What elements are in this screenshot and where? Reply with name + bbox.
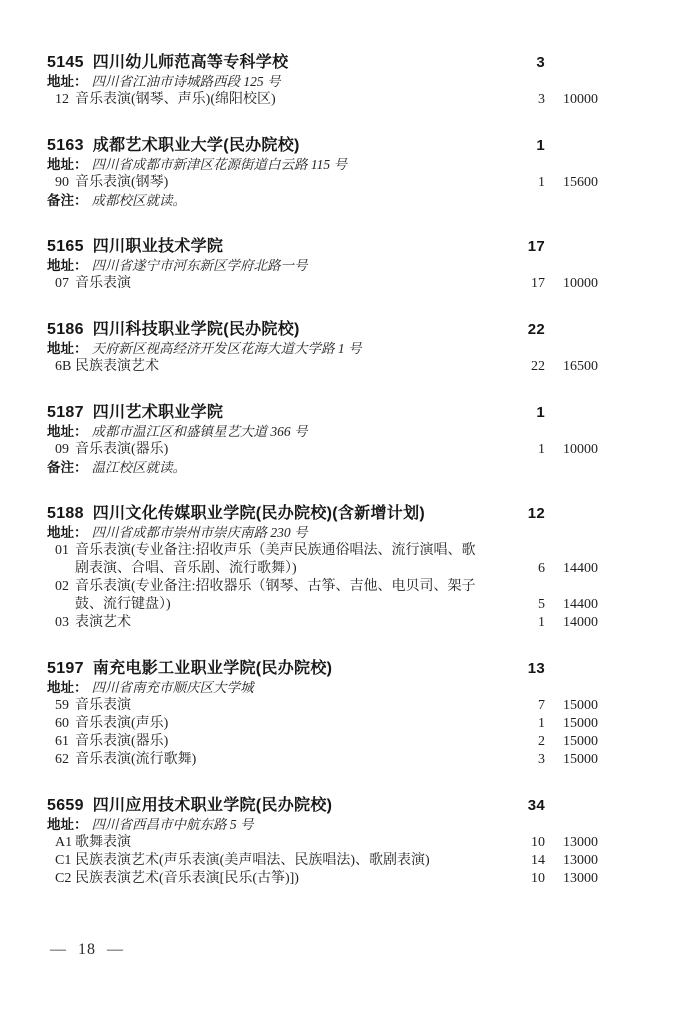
- school-block: [47, 52, 598, 109]
- program-plan-count: 14: [531, 853, 545, 868]
- program-plan-count: 1: [538, 615, 545, 630]
- program-code: 03: [55, 615, 69, 630]
- program-name: 音乐表演(声乐): [75, 716, 169, 731]
- program-row: [47, 834, 598, 852]
- program-plan-count: 22: [531, 359, 545, 374]
- address-text: 四川省南充市顺庆区大学城: [91, 680, 254, 695]
- program-name: 民族表演艺术(声乐表演(美声唱法、民族唱法)、歌剧表演): [75, 853, 430, 868]
- school-title-row: [47, 319, 598, 340]
- program-name: 音乐表演(流行歌舞): [75, 752, 197, 767]
- program-code: 6B: [55, 359, 72, 374]
- school-name: 四川艺术职业学院: [92, 404, 224, 421]
- program-plan-count: 17: [531, 276, 545, 291]
- program-code: 02: [55, 579, 69, 594]
- program-fee: 13000: [563, 853, 598, 868]
- program-row: [47, 174, 598, 192]
- program-name: 歌舞表演: [75, 835, 131, 850]
- program-code: 62: [55, 752, 69, 767]
- program-plan-count: 3: [538, 752, 545, 767]
- school-address-row: [47, 257, 598, 275]
- page-number: — 18 —: [50, 941, 124, 958]
- address-text: 四川省成都市崇州市崇庆南路 230 号: [91, 525, 308, 540]
- remark-text: 温江校区就读。: [91, 460, 186, 475]
- program-row: [47, 697, 598, 715]
- program-name: 鼓、流行键盘）): [75, 597, 171, 612]
- school-title-row: [47, 795, 598, 816]
- program-name: 表演艺术: [75, 615, 131, 630]
- school-plan-total: 12: [527, 505, 545, 522]
- school-block: [47, 658, 598, 769]
- school-plan-total: 17: [527, 238, 545, 255]
- program-code: 07: [55, 276, 69, 291]
- remark-text: 成都校区就读。: [91, 193, 186, 208]
- school-title-row: [47, 236, 598, 257]
- school-code: 5187: [47, 404, 84, 421]
- program-fee: 10000: [563, 92, 598, 107]
- school-name: 南充电影工业职业学院(民办院校): [92, 660, 333, 677]
- program-code: A1: [55, 835, 73, 850]
- program-plan-count: 3: [538, 92, 545, 107]
- remark-label: 备注：: [47, 193, 88, 208]
- school-plan-total: 3: [536, 54, 545, 71]
- program-code: 60: [55, 716, 69, 731]
- program-name: 剧表演、合唱、音乐剧、流行歌舞）): [75, 561, 297, 576]
- program-fee: 15600: [563, 175, 598, 190]
- school-title-row: [47, 52, 598, 73]
- program-fee: 15000: [563, 752, 598, 767]
- school-name: 成都艺术职业大学(民办院校): [92, 137, 300, 154]
- school-code: 5188: [47, 505, 84, 522]
- program-fee: 13000: [563, 871, 598, 886]
- program-fee: 13000: [563, 835, 598, 850]
- program-name: 民族表演艺术(音乐表演[民乐(古筝)]): [75, 871, 299, 886]
- school-plan-total: 1: [536, 404, 545, 421]
- school-block: [47, 795, 598, 888]
- program-row: [47, 578, 598, 596]
- program-name: 音乐表演: [75, 276, 131, 291]
- school-name: 四川职业技术学院: [92, 238, 224, 255]
- program-code: 12: [55, 92, 69, 107]
- program-fee: 15000: [563, 734, 598, 749]
- program-name: 民族表演艺术: [75, 359, 159, 374]
- school-block: [47, 402, 598, 477]
- address-label: 地址：: [47, 74, 88, 89]
- school-code: 5145: [47, 54, 84, 71]
- address-text: 天府新区视高经济开发区花海大道大学路 1 号: [91, 341, 362, 356]
- program-row: [47, 733, 598, 751]
- address-label: 地址：: [47, 258, 88, 273]
- school-address-row: [47, 816, 598, 834]
- program-fee: 10000: [563, 276, 598, 291]
- address-text: 四川省西昌市中航东路 5 号: [91, 817, 254, 832]
- school-name: 四川幼儿师范高等专科学校: [92, 54, 289, 71]
- program-plan-count: 10: [531, 835, 545, 850]
- school-address-row: [47, 73, 598, 91]
- program-code: C2: [55, 871, 72, 886]
- program-row: [47, 751, 598, 769]
- program-row: [47, 91, 598, 109]
- program-row: [47, 852, 598, 870]
- school-block: [47, 319, 598, 376]
- program-row: [47, 542, 598, 560]
- school-name: 四川文化传媒职业学院(民办院校)(含新增计划): [92, 505, 426, 522]
- program-plan-count: 1: [538, 175, 545, 190]
- program-row: [47, 441, 598, 459]
- program-fee: 15000: [563, 698, 598, 713]
- program-plan-count: 10: [531, 871, 545, 886]
- program-plan-count: 5: [538, 597, 545, 612]
- address-text: 四川省江油市诗城路西段 125 号: [91, 74, 281, 89]
- school-title-row: [47, 503, 598, 524]
- program-fee: 14400: [563, 561, 598, 576]
- program-fee: 14400: [563, 597, 598, 612]
- program-name: 音乐表演(钢琴): [75, 175, 169, 190]
- school-name: 四川应用技术职业学院(民办院校): [92, 797, 333, 814]
- school-plan-total: 22: [527, 321, 545, 338]
- school-block: [47, 135, 598, 210]
- school-code: 5197: [47, 660, 84, 677]
- program-row: [47, 715, 598, 733]
- address-label: 地址：: [47, 680, 88, 695]
- program-row: [47, 358, 598, 376]
- address-label: 地址：: [47, 157, 88, 172]
- program-row: [47, 596, 598, 614]
- program-fee: 14000: [563, 615, 598, 630]
- program-code: 90: [55, 175, 69, 190]
- program-code: 61: [55, 734, 69, 749]
- school-plan-total: 34: [527, 797, 545, 814]
- program-name: 音乐表演(器乐): [75, 734, 169, 749]
- school-address-row: [47, 340, 598, 358]
- program-code: 01: [55, 543, 69, 558]
- school-address-row: [47, 524, 598, 542]
- address-label: 地址：: [47, 424, 88, 439]
- program-plan-count: 2: [538, 734, 545, 749]
- school-address-row: [47, 423, 598, 441]
- school-code: 5659: [47, 797, 84, 814]
- school-plan-total: 1: [536, 137, 545, 154]
- school-address-row: [47, 156, 598, 174]
- school-remark-row: [47, 459, 598, 477]
- school-list: [47, 52, 598, 914]
- school-block: [47, 503, 598, 632]
- program-fee: 15000: [563, 716, 598, 731]
- program-plan-count: 7: [538, 698, 545, 713]
- program-row: [47, 870, 598, 888]
- school-code: 5186: [47, 321, 84, 338]
- program-row: [47, 275, 598, 293]
- program-code: C1: [55, 853, 72, 868]
- program-row: [47, 560, 598, 578]
- program-plan-count: 1: [538, 716, 545, 731]
- school-remark-row: [47, 192, 598, 210]
- address-label: 地址：: [47, 525, 88, 540]
- program-fee: 16500: [563, 359, 598, 374]
- address-label: 地址：: [47, 817, 88, 832]
- school-name: 四川科技职业学院(民办院校): [92, 321, 300, 338]
- school-plan-total: 13: [527, 660, 545, 677]
- program-code: 59: [55, 698, 69, 713]
- address-text: 成都市温江区和盛镇星艺大道 366 号: [91, 424, 308, 439]
- program-code: 09: [55, 442, 69, 457]
- address-text: 四川省成都市新津区花源街道白云路 115 号: [91, 157, 347, 172]
- program-row: [47, 614, 598, 632]
- school-title-row: [47, 658, 598, 679]
- program-name: 音乐表演(专业备注:招收声乐（美声民族通俗唱法、流行演唱、歌: [75, 543, 476, 558]
- address-label: 地址：: [47, 341, 88, 356]
- remark-label: 备注：: [47, 460, 88, 475]
- school-block: [47, 236, 598, 293]
- school-title-row: [47, 135, 598, 156]
- program-plan-count: 1: [538, 442, 545, 457]
- school-code: 5165: [47, 238, 84, 255]
- program-fee: 10000: [563, 442, 598, 457]
- program-name: 音乐表演(专业备注:招收器乐（钢琴、古筝、吉他、电贝司、架子: [75, 579, 476, 594]
- program-name: 音乐表演(钢琴、声乐)(绵阳校区): [75, 92, 276, 107]
- program-name: 音乐表演: [75, 698, 131, 713]
- school-address-row: [47, 679, 598, 697]
- program-plan-count: 6: [538, 561, 545, 576]
- school-title-row: [47, 402, 598, 423]
- address-text: 四川省遂宁市河东新区学府北路一号: [91, 258, 308, 273]
- school-code: 5163: [47, 137, 84, 154]
- program-name: 音乐表演(器乐): [75, 442, 169, 457]
